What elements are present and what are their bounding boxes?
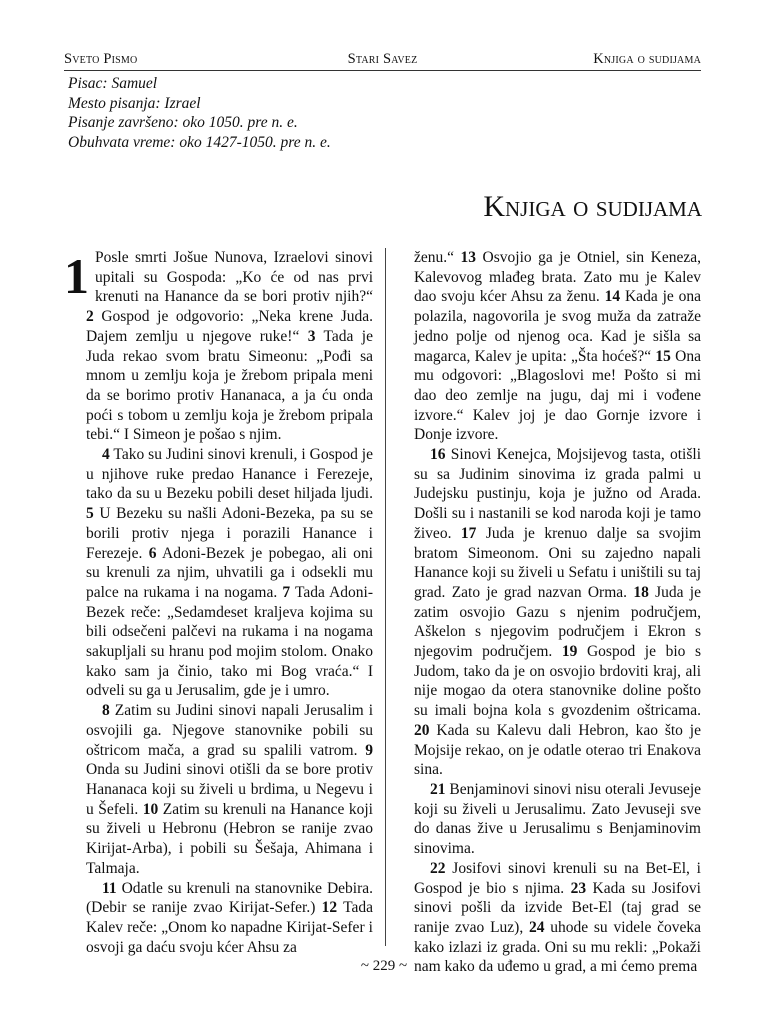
- paragraph: [414, 248, 701, 445]
- running-head: [64, 50, 701, 71]
- verse-number: 6: [148, 544, 157, 562]
- verse-text: Ona mu odgovori: „Blagoslovi me! Pošto si mi dao deo zemlje na jugu, daj mi i vođene izvore.“ Kalev joj je dao Gornje izvore i Donje izvore.: [414, 347, 701, 444]
- verse-number: 20: [414, 721, 430, 739]
- book-title: Knjiga o sudijama: [483, 190, 702, 223]
- verse-text: Gospod je odgovorio: „Neka krene Juda. Dajem zemlju u njegove ruke!“: [86, 308, 373, 345]
- paragraph: [86, 701, 373, 878]
- verse-text: Kada su Kalevu dali Hebron, kao što je Mojsije rekao, on je odatle oterao tri Enakova sina.: [414, 721, 701, 779]
- running-head-left: Sveto Pismo: [64, 51, 138, 67]
- verse-number: 10: [142, 800, 159, 818]
- verse-number: 7: [282, 583, 291, 601]
- verse-number: 22: [430, 859, 446, 877]
- text-column-right: [414, 248, 701, 977]
- book-metadata: [68, 74, 568, 152]
- verse-text: Tada Adoni-Bezek reče: „Sedamdeset kraljeva kojima su bili odsečeni palčevi na rukama i na nogama sakupljali su hranu pod mojim stolom. Onako kako sam ja činio, tako mi Bog vraća.“ I odveli su ga u Jerusalim, gde je i umro.: [86, 583, 374, 700]
- verse-text: U Bezeku su našli Adoni-Bezeka, pa su se borili protiv njega i porazili Hanance i Ferezeje.: [86, 505, 373, 562]
- paragraph: [414, 780, 701, 859]
- paragraph: [86, 879, 373, 958]
- verse-text: Osvojio ga je Otniel, sin Keneza, Kalevovog mlađeg brata. Zato mu je Kalev dao svoju kćer Ahsu za ženu.: [414, 249, 702, 306]
- verse-text: Tako su Judini sinovi krenuli, i Gospod je u njihove ruke predao Hanance i Ferezeje, tako da su u Bezeku pobili deset hiljada ljudi.: [86, 446, 373, 503]
- verse-text: Posle smrti Jošue Nunova, Izraelovi sinovi upitali su Gospoda: „Ko će od nas prvi krenuti na Hanance da se bori protiv njih?“: [95, 249, 373, 306]
- verse-text: Sinovi Kenejca, Mojsijevog tasta, otišli su sa Judinim sinovima iz grada palmi u Judejsku pustinju, koja je južno od Arada. Došli su i nastanili se kod naroda koji je tamo živeo.: [414, 446, 701, 542]
- paragraph: [86, 445, 373, 701]
- verse-text: Benjaminovi sinovi nisu oterali Jevuseje koji su živeli u Jerusalimu. Zato Jevuseji sve do danas žive u Jerusalimu s Benjaminovim sinovima.: [414, 780, 701, 858]
- verse-text: Odatle su krenuli na stanovnike Debira. (Debir se ranije zvao Kirijat-Sefer.): [86, 879, 373, 917]
- verse-number: 2: [86, 308, 94, 326]
- verse-number: 24: [528, 918, 545, 936]
- verse-text: Kada su Josifovi sinovi pošli da izvide Bet-El (taj grad se ranije zvao Luz),: [414, 879, 701, 936]
- chapter-number: 1: [64, 248, 89, 304]
- meta-period: Obuhvata vreme: oko 1427-1050. pre n. e.: [68, 133, 331, 151]
- meta-completed: Pisanje završeno: oko 1050. pre n. e.: [68, 114, 298, 131]
- paragraph: [64, 248, 373, 445]
- verse-number: 18: [633, 583, 649, 601]
- verse-number: 11: [102, 879, 117, 897]
- verse-number: 21: [430, 780, 446, 798]
- verse-text: Josifovi sinovi krenuli su na Bet-El, i Gospod je bio s njima.: [414, 859, 701, 897]
- verse-number: 17: [460, 524, 477, 542]
- verse-text: ženu.“: [414, 249, 461, 266]
- verse-number: 23: [570, 879, 587, 897]
- verse-number: 13: [460, 249, 477, 266]
- verse-number: 4: [102, 446, 110, 464]
- verse-number: 16: [430, 446, 446, 464]
- verse-text: Juda je zatim osvojio Gazu s njenim područjem, Aškelon s njegovim područjem i Ekron s njegovim područjem.: [414, 583, 701, 661]
- verse-number: 19: [561, 643, 578, 661]
- meta-place: Mesto pisanja: Izrael: [68, 94, 201, 112]
- verse-number: 5: [86, 505, 94, 523]
- verse-text: Tada je Juda rekao svom bratu Simeonu: „Pođi sa mnom u zemlju koja je žrebom pripala meni da se borimo protiv Hananaca, a ja ću onda poći s tobom u zemlju koja je žrebom pripala tebi.“ I Simeon je pošao s njim.: [86, 327, 373, 444]
- verse-text: Zatim su Judini sinovi napali Jerusalim i osvojili ga. Njegove stanovnike pobili su oštricom mača, a grad su spalili vatrom.: [86, 702, 373, 759]
- page-number: ~ 229 ~: [360, 958, 408, 974]
- text-column-left: [64, 248, 374, 957]
- verse-text: Zatim su krenuli na Hanance koji su živeli u Hebronu (Hebron se ranije zvao Kirijat-Arba), i pobili su Šešaja, Ahimana i Talmaja.: [86, 800, 373, 877]
- verse-text: Onda su Judini sinovi otišli da se bore protiv Hananaca koji su živeli u brdima, u Negevu i u Šefeli.: [86, 761, 373, 818]
- running-head-right: Knjiga o sudijama: [593, 51, 701, 67]
- verse-text: Juda je krenuo dalje sa svojim bratom Simeonom. Oni su zajedno napali Hanance koji su živeli u Sefatu i uništili su taj grad. Zato je grad nazvan Orma.: [414, 524, 701, 601]
- verse-number: 3: [307, 327, 316, 345]
- paragraph: [414, 445, 701, 780]
- verse-number: 9: [365, 741, 373, 759]
- verse-number: 8: [102, 702, 110, 720]
- column-divider: [385, 248, 386, 946]
- running-head-center: Stari Savez: [347, 51, 418, 67]
- meta-author: Pisac: Samuel: [68, 75, 158, 92]
- verse-text: Gospod je bio s Judom, tako da je on osvojio brdoviti kraj, ali nije mogao da otera stanovnike doline pošto su imali bojna kola s gvozdenim oštricama.: [414, 643, 701, 720]
- verse-text: Kada je ona polazila, nagovorila je svog muža da zatraže jedno polje od njenog oca. Kad je sišla sa magarca, Kalev je upita: „Šta hoćeš?“: [414, 288, 701, 365]
- verse-number: 12: [321, 899, 338, 917]
- verse-text: Adoni-Bezek je pobegao, ali oni su krenuli za njim, uhvatili ga i odsekli mu palce na rukama i na nogama.: [86, 544, 373, 601]
- verse-text: uhode su videle čoveka kako izlazi iz grada. Oni su mu rekli: „Pokaži nam kako da uđemo u grad, a mi ćemo prema: [414, 918, 701, 976]
- verse-number: 14: [604, 288, 621, 306]
- verse-text: Tada Kalev reče: „Onom ko napadne Kirijat-Sefer i osvoji ga daću svoju kćer Ahsu za: [86, 899, 373, 956]
- verse-number: 15: [655, 347, 671, 365]
